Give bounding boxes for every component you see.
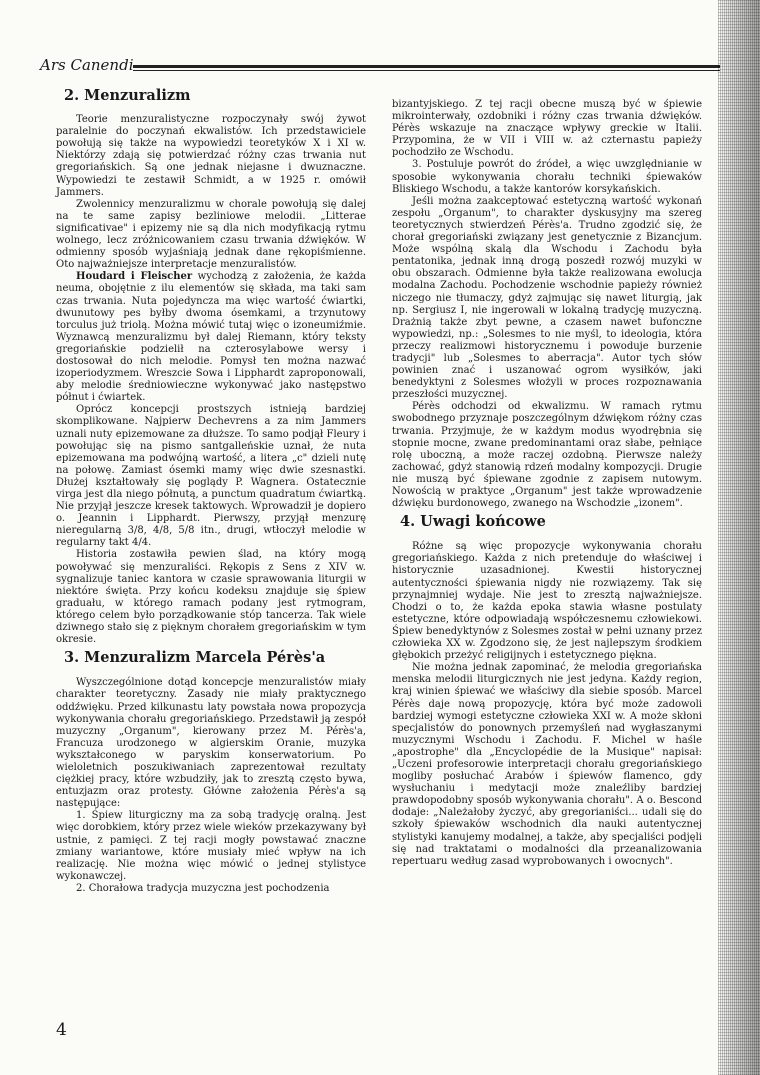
scan-edge-noise <box>718 0 760 1075</box>
section-heading-menzuralizm: 2. Menzuralizm <box>64 87 191 104</box>
right-column <box>392 99 702 868</box>
paragraph: 2. Chorałowa tradycja muzyczna jest pochodzenia <box>76 882 330 894</box>
header-rule-thin <box>133 70 720 71</box>
journal-title: Ars Canendi <box>40 56 134 74</box>
paragraph: Nie można jednak zapominać, że melodia gregoriańska menska melodii liturgicznych nie jest jedyna. Każdy region, kraj winien śpiewać we właściwy dla siebie sposób. Marcel Pérès daje nową propozycję, która być może zadowoli bardziej wymogi estetyczne człowieka XXI w. A może skłoni specjalistów do ponownych przemyśleń nad wygłaszanymi muzycznymi Wschodu i Zachodu. F. Michel w haśle „apostrophe" dla „Encyclopédie de la Musique" napisał: „Uczeni profesorowie interpretacji chorału gregoriańskiego mogliby posłuchać Arabów i śpiewów flamenco, gdy wysłuchaniu i medytacji może znaleźliby bardziej prawdopodobny sposób wykonywania chorału". A o. Bescond dodaje: „Należałoby życzyć, aby gregorianiści... udali się do szkoły śpiewaków wschodnich dla nauki autentycznej stylistyki kanujemy modalnej, a także, aby specjaliści podjęli się nad traktatami o modalności dla przeanalizowania repertuaru według zasad wyprobowanych i owocnych". <box>392 662 702 867</box>
section-heading-peres: 3. Menzuralizm Marcela Pérès'a <box>64 649 326 667</box>
paragraph: Pérès odchodzi od ekwalizmu. W ramach rytmu swobodnego przyznaje poszczególnym dźwiękom różny czas trwania. Przyjmuje, że w każdym modus wyodrębnia się stopnie mocne, zwane predominantami oraz słabe, pełniące rolę uboczną, a może raczej ozdobną. Pierwsze należy zachować, gdyż stanowią rdzeń modalny kompozycji. Drugie nie muszą być śpiewane zgodnie z zapisem nutowym. Nowością w praktyce „Organum" jest także wprowadzenie dźwięku burdonowego, zwanego na Wschodzie „izonem". <box>392 401 702 510</box>
paragraph: Wyszczególnione dotąd koncepcje menzuralistów miały charakter teoretyczny. Zasady nie miały praktycznego oddźwięku. Przed kilkunastu laty powstała nowa propozycja wykonywania chorału gregoriańskiego. Przedstawił ją zespół muzyczny „Organum", kierowany przez M. Pérès'a, Francuza urodzonego w algierskim Oranie, muzyka wykształconego w paryskim konserwatorium. Po wieloletnich poszukiwaniach zaprezentował rezultaty ciężkiej pracy, które wzbudziły, jak to zresztą często bywa, entuzjazm oraz protesty. Główne założenia Pérès'a są następujące: <box>56 677 366 810</box>
paragraph: Jeśli można zaakceptować estetyczną wartość wykonań zespołu „Organum", to charakter dyskusyjny ma szereg teoretycznych stwierdzeń Pérès'a. Trudno zgodzić się, że chorał gregoriański związany jest genetycznie z Bizancjum. Może wspólną skalą dla Wschodu i Zachodu była pentatonika, jednak inną drogą poszedł rozwój muzyki w obu obszarach. Odmienne była także realizowana ewolucja modalna Zachodu. Pochodzenie wschodnie papieży również niczego nie tłumaczy, gdyż zajmując się nawet liturgią, jak np. Sergiusz I, nie ingerowali w lokalną tradycję muzyczną. Drażnią także zbyt pewne, a czasem nawet bufonczne wypowiedzi, np.: „Solesmes to nie myśl, to ideologia, która przeczy realizmowi historycznemu i powoduje burzenie tradycji" lub „Solesmes to aberracja". Autor tych słów powinien znać i uszanować ogrom wysiłków, jaki benedyktyni z Solesmes włożyli w proces rozpoznawania przeszłości muzycznej. <box>392 195 702 401</box>
paragraph-text: wychodzą z założenia, że każda neuma, obojętnie z ilu elementów się składa, ma taki sam czas trwania. Nuta pojedyncza ma więc wartość ćwiartki, dwunutowy pes byłby dwoma ósemkami, a trzynutowy torculus już triolą. Można mówić tutaj więc o izoneumiźmie. Wyznawcą menzuralizmu był dalej Riemann, który teksty gregoriańskie podzielił na czterosylabowe wersy i dostosował do nich melodie. Pomysł ten można nazwać izoperiodyzmem. Wreszcie Sowa i Lipphardt zaproponowali, aby melodie średniowieczne wykonywać jako następstwo półnut i ćwiartek. <box>56 271 366 404</box>
paragraph <box>56 271 366 404</box>
paragraph: Zwolennicy menzuralizmu w chorale powołują się dalej na te same zapisy bezliniowe melodii. „Litterae significativae" i epizemy nie są dla nich modyfikacją rytmu wolnego, lecz zróżnicowaniem czasu trwania dźwięków. W odmienny sposób wyjaśniają jednak dane rękopiśmienne. Oto najważniejsze interpretacje menzuralistów. <box>56 198 366 271</box>
left-column <box>56 87 366 895</box>
paragraph: Teorie menzuralistyczne rozpoczynały swój żywot paralelnie do poczynań ekwalistów. Ich przedstawiciele powołują się także na wypowiedzi teoretyków X i XI w. Niektórzy zdają się potwierdzać różny czas trwania nut gregoriańskich. Są one jednak niejasne i dwuznaczne. Wypowiedzi te zestawił Schmidt, a w 1925 r. omówił Jammers. <box>56 114 366 198</box>
running-header <box>40 56 720 76</box>
paragraph: 1. Śpiew liturgiczny ma za sobą tradycję oralną. Jest więc dorobkiem, który przez wiele wieków przekazywany był ustnie, z pamięci. Z tej racji mogły powstawać znaczne zmiany wariantowe, które musiały mieć wpływ na ich realizację. Nie można więc mówić o jednej stylistyce wykonawczej. <box>56 810 366 882</box>
run-in-names: Houdard i Fleischer <box>76 271 193 283</box>
paragraph: bizantyjskiego. Z tej racji obecne muszą być w śpiewie mikrointerwały, ozdobniki i różny czas trwania dźwięków. Pérès wskazuje na znaczące wpływy greckie w Italii. Przypomina, że w VII i VIII w. aż czternastu papieży pochodziło ze Wschodu. <box>392 99 702 159</box>
section-heading-uwagi: 4. Uwagi końcowe <box>400 513 546 531</box>
paragraph: 3. Postuluje powrót do źródeł, a więc uwzględnianie w sposobie wykonywania chorału techniki śpiewaków Bliskiego Wschodu, a także kantorów korsykańskich. <box>392 159 702 195</box>
paragraph: Różne są więc propozycje wykonywania chorału gregoriańskiego. Każda z nich pretenduje do właściwej i historycznie uzasadnionej. Kwestii historycznej autentyczności śpiewania nigdy nie rozwiązemy. Tak się przynajmniej wydaje. Nie jest to zresztą najważniejsze. Chodzi o to, że każda epoka stawia własne postulaty estetyczne, które odpowiadają współczesnemu człowiekowi. Śpiew benedyktynów z Solesmes został w pełni uznany przez człowieka XX w. Zgodzono się, że jest najlepszym środkiem głębokich przeżyć religijnych i estetycznego piękna. <box>392 541 702 662</box>
header-rule-thick <box>133 65 720 68</box>
paragraph: Historia zostawiła pewien ślad, na który mogą powoływać się menzuraliści. Rękopis z Sens z XIV w. sygnalizuje taniec kantora w czasie sprawowania liturgii w niektóre święta. Przy końcu kodeksu znajduje się śpiew graduału, w którego ramach podany jest rytmogram, którego celem było porządkowanie stóp tancerza. Tak wiele dziwnego stało się z pięknym chorałem gregoriańskim w tym okresie. <box>56 549 366 646</box>
paragraph: Oprócz koncepcji prostszych istnieją bardziej skomplikowane. Najpierw Dechevrens a za nim Jammers uznali nuty epizemowane za dłuższe. To samo podjął Fleury i powołując się na pismo santgalleńskie uznał, że nuta epizemowana ma podwójną wartość, a litera „c" dzieli nutę na połowę. Zamiast ósemki mamy więc dwie szesnastki. Dłużej kształtowały się poglądy P. Wagnera. Ostatecznie virga jest dla niego półnutą, a punctum quadratum ćwiartką. Nie przyjął jeszcze kresek taktowych. Wprowadził je dopiero o. Jeannin i Lipphardt. Pierwszy, przyjął menzurę nieregularną 3/8, 4/8, 5/8 itn., drugi, wtłoczył melodie w regularny takt 4/4. <box>56 404 366 549</box>
page-number: 4 <box>56 1020 67 1040</box>
